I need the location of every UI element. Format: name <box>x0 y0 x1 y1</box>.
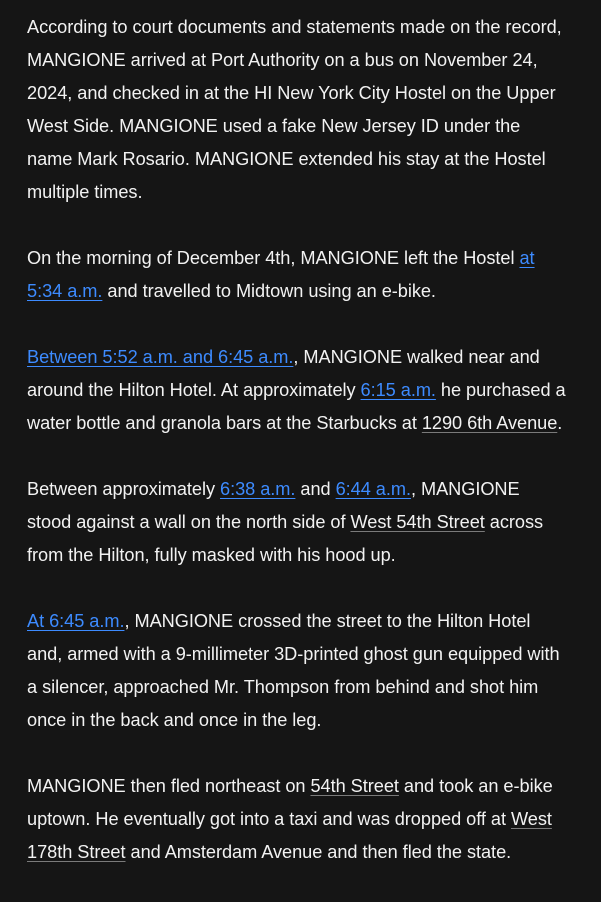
address-link-west-178th-street[interactable]: West <box>510 809 552 829</box>
text-segment: MANGIONE then fled northeast on <box>27 776 311 796</box>
address-link-1290-6th-avenue[interactable]: 1290 6th Avenue <box>421 413 558 433</box>
text-segment: from the Hilton, fully masked with his hood up. <box>27 545 396 565</box>
text-line: According to court documents and statements made on the record, <box>27 17 562 37</box>
text-segment: Between approximately <box>27 479 221 499</box>
time-link-638[interactable]: 6:38 a.m. <box>220 479 296 499</box>
time-link-645[interactable]: At 6:45 a.m. <box>27 611 125 631</box>
address-link-west-54th-street[interactable]: West 54th Street <box>350 512 485 532</box>
text-segment: around the Hilton Hotel. At approximately <box>27 380 361 400</box>
text-line: once in the back and once in the leg. <box>27 710 322 730</box>
text-segment: uptown. He eventually got into a taxi and was dropped off at <box>27 809 511 829</box>
paragraph-hilton-area <box>27 341 592 440</box>
time-range-link[interactable]: Between 5:52 a.m. and 6:45 a.m. <box>27 347 294 367</box>
paragraph-flight <box>27 770 592 869</box>
text-segment: , MANGIONE <box>410 479 520 499</box>
text-line: MANGIONE arrived at Port Authority on a bus on November 24, <box>27 50 538 70</box>
text-segment: across <box>484 512 544 532</box>
text-segment: and travelled to Midtown using an e-bike. <box>102 281 436 301</box>
paragraph-shooting <box>27 605 592 737</box>
address-link-west-178th-street[interactable]: 178th Street <box>27 842 126 862</box>
text-line: multiple times. <box>27 182 143 202</box>
paragraph-waiting <box>27 473 592 572</box>
address-link-54th-street[interactable]: 54th Street <box>310 776 399 796</box>
text-segment: , MANGIONE walked near and <box>293 347 540 367</box>
time-link-534[interactable]: at <box>519 248 535 268</box>
article-body <box>27 11 592 902</box>
text-segment: and Amsterdam Avenue and then fled the state. <box>125 842 512 862</box>
text-segment: On the morning of December 4th, MANGIONE left the Hostel <box>27 248 520 268</box>
text-line: a silencer, approached Mr. Thompson from behind and shot him <box>27 677 539 697</box>
paragraph-arrival <box>27 11 592 209</box>
text-segment: and took an e-bike <box>398 776 553 796</box>
text-line: 2024, and checked in at the HI New York City Hostel on the Upper <box>27 83 556 103</box>
text-line: West Side. MANGIONE used a fake New Jersey ID under the <box>27 116 521 136</box>
text-line: name Mark Rosario. MANGIONE extended his stay at the Hostel <box>27 149 546 169</box>
time-link-615[interactable]: 6:15 a.m. <box>360 380 436 400</box>
time-link-644[interactable]: 6:44 a.m. <box>335 479 411 499</box>
text-segment: he purchased a <box>435 380 566 400</box>
text-segment: and <box>295 479 336 499</box>
paragraph-departure <box>27 242 592 308</box>
text-segment: stood against a wall on the north side of <box>27 512 351 532</box>
text-segment: water bottle and granola bars at the Starbucks at <box>27 413 422 433</box>
text-segment: , MANGIONE crossed the street to the Hilton Hotel <box>124 611 531 631</box>
text-segment: . <box>557 413 563 433</box>
text-line: and, armed with a 9-millimeter 3D-printed ghost gun equipped with <box>27 644 560 664</box>
time-link-534[interactable]: 5:34 a.m. <box>27 281 103 301</box>
